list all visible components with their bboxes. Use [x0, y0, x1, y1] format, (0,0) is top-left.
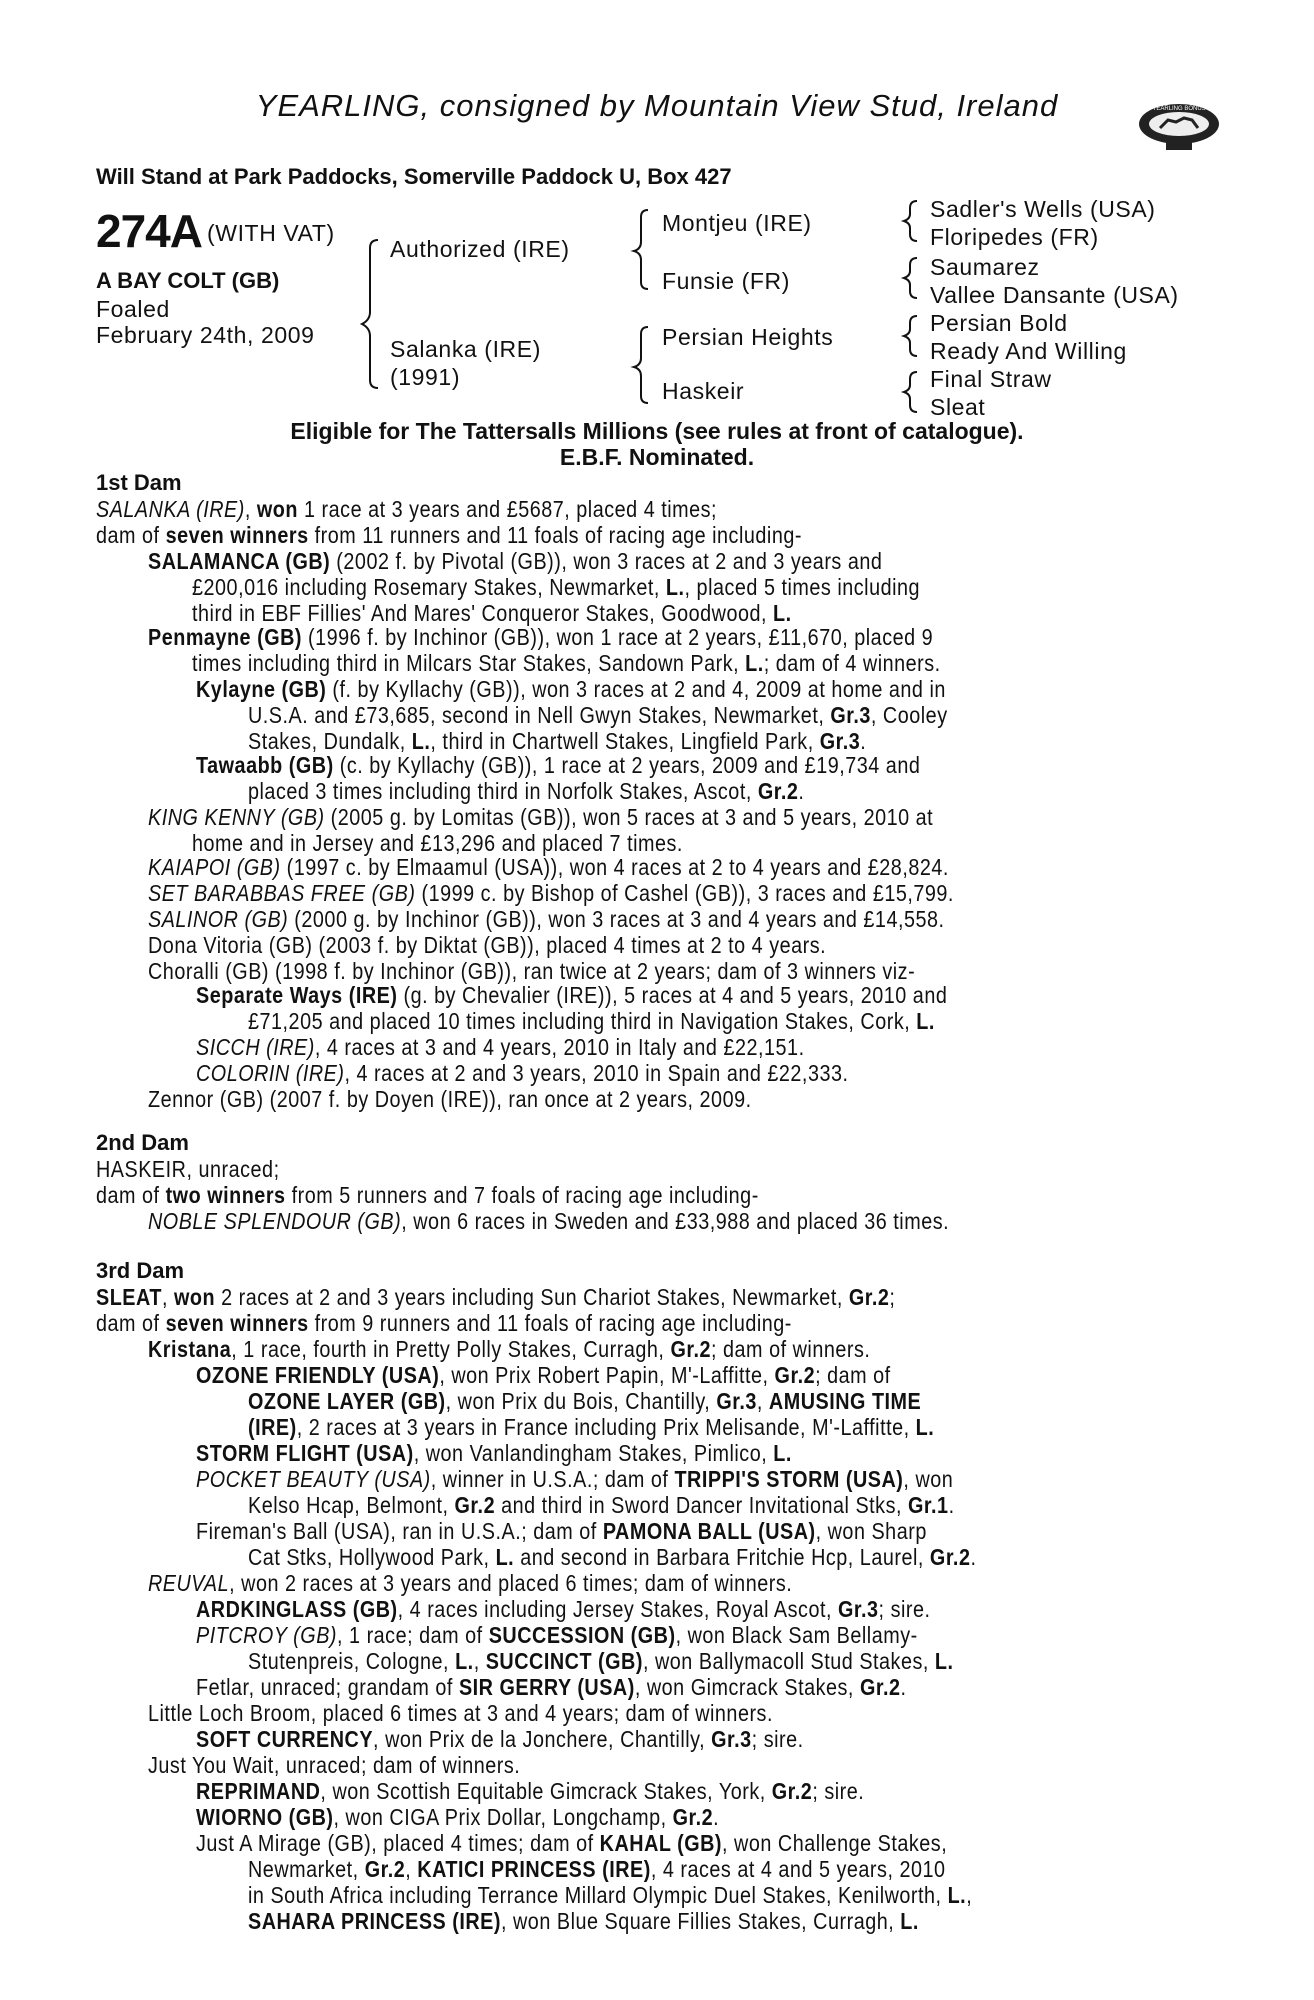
bold-text: L.	[915, 1414, 935, 1440]
bold-text: Gr.2	[672, 1804, 714, 1830]
bold-text: Gr.1	[908, 1492, 949, 1518]
pedigree-gen3-item: Sadler's Wells (USA)	[930, 196, 1156, 222]
text: (1996 f. by Inchinor (GB)), won 1 race at 2 years, £11,670, placed 9	[302, 624, 934, 650]
text: , won Scottish Equitable Gimcrack Stakes, York,	[320, 1778, 772, 1804]
record-line	[148, 1570, 792, 1596]
record-line	[196, 1674, 907, 1700]
bold-text: Penmayne (GB)	[148, 624, 303, 650]
text: Just You Wait, unraced; dam of winners.	[148, 1752, 521, 1778]
record-line	[248, 1856, 946, 1882]
text: home and in Jersey and £13,296 and placed 7 times.	[192, 830, 683, 856]
bold-text: Gr.2	[454, 1492, 496, 1518]
record-line	[248, 1414, 934, 1440]
text: Cat Stks, Hollywood Park,	[248, 1544, 496, 1570]
bold-text: SIR GERRY (USA)	[458, 1674, 635, 1700]
text: U.S.A. and £73,685, second in Nell Gwyn Stakes, Newmarket,	[248, 702, 831, 728]
bold-text: Gr.2	[364, 1856, 406, 1882]
pedigree-gen2-item: Haskeir	[662, 378, 745, 404]
bold-text: Gr.2	[929, 1544, 971, 1570]
text: from 9 runners and 11 foals of racing age including-	[308, 1310, 792, 1336]
text: ; dam of winners.	[711, 1336, 871, 1362]
text: ,	[161, 1284, 174, 1310]
bracket-sire	[634, 210, 648, 289]
record-line	[248, 1492, 955, 1518]
bold-text: L.	[745, 650, 764, 676]
text: placed 3 times including third in Norfolk Stakes, Ascot,	[248, 778, 758, 804]
record-line	[248, 702, 948, 728]
bold-text: Kylayne (GB)	[196, 676, 327, 702]
pedigree-gen3-item: Ready And Willing	[930, 338, 1127, 364]
text: ; sire.	[878, 1596, 931, 1622]
text: Fetlar, unraced; grandam of	[196, 1674, 459, 1700]
text: and second in Barbara Fritchie Hcp, Laurel,	[514, 1544, 930, 1570]
record-line	[196, 1518, 927, 1544]
text: Newmarket,	[248, 1856, 365, 1882]
record-line	[248, 1388, 921, 1414]
record-line	[196, 1060, 849, 1086]
bracket-dam	[634, 327, 648, 403]
text: times including third in Milcars Star Stakes, Sandown Park,	[192, 650, 746, 676]
logo-text: YEARLING BONUS	[1152, 106, 1206, 112]
italic-text: NOBLE SPLENDOUR (GB)	[148, 1208, 402, 1234]
text: , third in Chartwell Stakes, Lingfield Park,	[430, 728, 820, 754]
text: , won 2 races at 3 years and placed 6 times; dam of winners.	[229, 1570, 793, 1596]
text: Stakes, Dundalk,	[248, 728, 412, 754]
text: .	[713, 1804, 720, 1830]
pedigree-gen3-item: Vallee Dansante (USA)	[930, 282, 1179, 308]
bold-text: Gr.3	[711, 1726, 752, 1752]
record-line	[148, 624, 933, 650]
text: (f. by Kyllachy (GB)), won 3 races at 2 and 4, 2009 at home and in	[326, 676, 946, 702]
bold-text: REPRIMAND	[196, 1778, 321, 1804]
italic-text: POCKET BEAUTY (USA)	[196, 1466, 431, 1492]
record-line	[148, 906, 945, 932]
text: , won	[903, 1466, 954, 1492]
record-line	[96, 522, 802, 548]
record-line	[148, 854, 949, 880]
bold-text: ARDKINGLASS (GB)	[196, 1596, 398, 1622]
location-line: Will Stand at Park Paddocks, Somerville Paddock U, Box 427	[96, 164, 732, 189]
bold-text: Separate Ways (IRE)	[196, 982, 398, 1008]
text: (2002 f. by Pivotal (GB)), won 3 races at 2 and 3 years and	[330, 548, 883, 574]
text: from 5 runners and 7 foals of racing age including-	[285, 1182, 759, 1208]
bold-text: L.	[665, 574, 685, 600]
record-line	[148, 958, 915, 984]
text: , won Ballymacoll Stud Stakes,	[642, 1648, 935, 1674]
foaled-date: February 24th, 2009	[96, 322, 315, 348]
text: , 1 race, fourth in Pretty Polly Stakes, Curragh,	[231, 1336, 671, 1362]
ebf-note: E.B.F. Nominated.	[559, 444, 755, 470]
record-line	[96, 496, 717, 522]
bold-text: WIORNO (GB)	[196, 1804, 334, 1830]
bold-text: Gr.3	[830, 702, 871, 728]
pedigree-gen2-item: Funsie (FR)	[662, 268, 791, 294]
text: (2005 g. by Lomitas (GB)), won 5 races at 3 and 5 years, 2010 at	[324, 804, 934, 830]
text: Choralli (GB) (1998 f. by Inchinor (GB)), ran twice at 2 years; dam of 3 winners viz-	[148, 958, 916, 984]
bold-text: L.	[773, 1440, 792, 1466]
text: , won Gimcrack Stakes,	[634, 1674, 860, 1700]
pedigree-dam: Salanka (IRE)	[390, 336, 541, 362]
bold-text: Gr.2	[859, 1674, 901, 1700]
bold-text: AMUSING TIME	[768, 1388, 922, 1414]
bold-text: seven winners	[165, 1310, 309, 1336]
record-line	[196, 1596, 931, 1622]
text: , won Prix du Bois, Chantilly,	[445, 1388, 717, 1414]
text: in South Africa including Terrance Millard Olympic Duel Stakes, Kenilworth,	[248, 1882, 948, 1908]
bold-text: TRIPPI'S STORM (USA)	[674, 1466, 904, 1492]
bold-text: KAHAL (GB)	[599, 1830, 723, 1856]
record-line	[192, 574, 920, 600]
text: ; dam of 4 winners.	[763, 650, 941, 676]
text: Zennor (GB) (2007 f. by Doyen (IRE)), ran once at 2 years, 2009.	[148, 1086, 752, 1112]
record-line	[148, 1086, 752, 1112]
text: Little Loch Broom, placed 6 times at 3 and 4 years; dam of winners.	[148, 1700, 773, 1726]
text: .	[860, 728, 867, 754]
record-line	[192, 600, 792, 626]
bold-text: won	[256, 496, 299, 522]
section-heading-2nd-dam: 2nd Dam	[96, 1130, 189, 1155]
bold-text: Gr.2	[771, 1778, 813, 1804]
bold-text: Gr.2	[774, 1362, 816, 1388]
italic-text: SICCH (IRE)	[196, 1034, 315, 1060]
text: dam of	[96, 1182, 166, 1208]
bold-text: Gr.3	[716, 1388, 757, 1414]
record-line	[248, 728, 866, 754]
text: and third in Sword Dancer Invitational Stks,	[495, 1492, 909, 1518]
text: (g. by Chevalier (IRE)), 5 races at 4 and 5 years, 2010 and	[397, 982, 948, 1008]
record-line	[196, 982, 947, 1008]
record-line	[96, 1182, 759, 1208]
bold-text: SOFT CURRENCY	[196, 1726, 374, 1752]
text: Stutenpreis, Cologne,	[248, 1648, 456, 1674]
pedigree-gen3-item: Final Straw	[930, 366, 1052, 392]
italic-text: KING KENNY (GB)	[148, 804, 325, 830]
pedigree-gen2-item: Montjeu (IRE)	[662, 210, 812, 236]
text: ; dam of	[815, 1362, 891, 1388]
text: .	[948, 1492, 955, 1518]
bold-text: L.	[934, 1648, 954, 1674]
record-line	[148, 880, 954, 906]
bold-text: L.	[947, 1882, 967, 1908]
text: , won Challenge Stakes,	[722, 1830, 948, 1856]
text: £71,205 and placed 10 times including third in Navigation Stakes, Cork,	[248, 1008, 917, 1034]
text: ,	[473, 1648, 486, 1674]
bold-text: (IRE)	[248, 1414, 297, 1440]
text: , won Prix Robert Papin, M'-Laffitte,	[439, 1362, 775, 1388]
text: , won Prix de la Jonchere, Chantilly,	[373, 1726, 712, 1752]
record-line	[196, 1778, 864, 1804]
pedigree-dam-year: (1991)	[390, 364, 461, 390]
bold-text: L.	[916, 1008, 935, 1034]
bold-text: L.	[495, 1544, 515, 1570]
record-line	[96, 1310, 792, 1336]
pedigree-gen3-item: Saumarez	[930, 254, 1040, 280]
record-line	[248, 1008, 935, 1034]
bold-text: STORM FLIGHT (USA)	[196, 1440, 414, 1466]
bold-text: Gr.2	[670, 1336, 712, 1362]
bold-text: SUCCESSION (GB)	[488, 1622, 676, 1648]
pedigree-gen3-item: Floripedes (FR)	[930, 224, 1099, 250]
page-title: YEARLING, consigned by Mountain View Stud, Ireland	[255, 88, 1059, 123]
text: ,	[756, 1388, 769, 1414]
bold-text: Tawaabb (GB)	[196, 752, 334, 778]
text: from 11 runners and 11 foals of racing age including-	[308, 522, 802, 548]
record-line	[96, 1156, 280, 1182]
text: , won Vanlandingham Stakes, Pimlico,	[413, 1440, 774, 1466]
text: , 4 races at 4 and 5 years, 2010	[650, 1856, 946, 1882]
bold-text: Gr.2	[848, 1284, 890, 1310]
bold-text: seven winners	[165, 522, 309, 548]
pedigree-gen3-item: Persian Bold	[930, 310, 1068, 336]
record-line	[148, 1336, 870, 1362]
text: ,	[966, 1882, 973, 1908]
text: , 4 races at 2 and 3 years, 2010 in Spain and £22,333.	[344, 1060, 849, 1086]
text: , won Black Sam Bellamy-	[675, 1622, 918, 1648]
record-line	[196, 1622, 918, 1648]
text: (1999 c. by Bishop of Cashel (GB)), 3 races and £15,799.	[415, 880, 954, 906]
text: , 2 races at 3 years in France including Prix Melisande, M'-Laffitte,	[296, 1414, 916, 1440]
vat-label: (WITH VAT)	[207, 220, 335, 246]
bold-text: PAMONA BALL (USA)	[602, 1518, 816, 1544]
record-line	[248, 778, 804, 804]
bold-text: L.	[773, 600, 792, 626]
record-line	[196, 1466, 953, 1492]
pedigree-gen2-item: Persian Heights	[662, 324, 834, 350]
text: 1 race at 3 years and £5687, placed 4 times;	[298, 496, 718, 522]
text: , won CIGA Prix Dollar, Longchamp,	[333, 1804, 673, 1830]
text: .	[900, 1674, 907, 1700]
italic-text: SALINOR (GB)	[148, 906, 289, 932]
section-heading-3rd-dam: 3rd Dam	[96, 1258, 185, 1283]
italic-text: KAIAPOI (GB)	[148, 854, 281, 880]
text: Kelso Hcap, Belmont,	[248, 1492, 455, 1518]
text: , 1 race; dam of	[337, 1622, 489, 1648]
text: , 4 races at 3 and 4 years, 2010 in Italy and £22,151.	[314, 1034, 805, 1060]
text: ; sire.	[751, 1726, 804, 1752]
lot-name: A BAY COLT (GB)	[96, 268, 280, 293]
lot-number: 274A	[96, 205, 202, 257]
section-heading-1st-dam: 1st Dam	[96, 470, 182, 495]
pedigree-sire: Authorized (IRE)	[390, 236, 570, 262]
text: (c. by Kyllachy (GB)), 1 race at 2 years, 2009 and £19,734 and	[333, 752, 921, 778]
record-line	[148, 932, 826, 958]
record-line	[148, 1208, 949, 1234]
text: , 4 races including Jersey Stakes, Royal Ascot,	[397, 1596, 839, 1622]
text: .	[798, 778, 805, 804]
record-line	[148, 548, 882, 574]
record-line	[196, 676, 946, 702]
text: , won Sharp	[815, 1518, 927, 1544]
record-line	[248, 1908, 919, 1934]
bold-text: Kristana	[148, 1336, 232, 1362]
bold-text: OZONE FRIENDLY (USA)	[196, 1362, 440, 1388]
record-line	[148, 804, 933, 830]
bold-text: SAHARA PRINCESS (IRE)	[248, 1908, 501, 1934]
text: Fireman's Ball (USA), ran in U.S.A.; dam of	[196, 1518, 603, 1544]
bracket-sire-dam	[362, 240, 378, 388]
record-line	[248, 1648, 954, 1674]
record-line	[248, 1882, 972, 1908]
record-line	[196, 1726, 804, 1752]
text: ,	[244, 496, 257, 522]
text: ; sire.	[812, 1778, 865, 1804]
record-line	[196, 1804, 719, 1830]
text: .	[970, 1544, 977, 1570]
italic-text: SALANKA (IRE)	[96, 496, 245, 522]
text: Just A Mirage (GB), placed 4 times; dam of	[196, 1830, 600, 1856]
record-line	[196, 1034, 805, 1060]
text: (1997 c. by Elmaamul (USA)), won 4 races at 2 to 4 years and £28,824.	[280, 854, 949, 880]
text: HASKEIR, unraced;	[96, 1156, 280, 1182]
bold-text: two winners	[165, 1182, 286, 1208]
text: £200,016 including Rosemary Stakes, Newmarket,	[192, 574, 666, 600]
text: ;	[889, 1284, 896, 1310]
bold-text: L.	[455, 1648, 474, 1674]
bold-text: Gr.3	[819, 728, 861, 754]
text: , won 6 races in Sweden and £33,988 and placed 36 times.	[401, 1208, 950, 1234]
bold-text: Gr.2	[757, 778, 799, 804]
text: , Cooley	[870, 702, 948, 728]
pedigree-gen3-item: Sleat	[930, 394, 986, 420]
record-line	[196, 1362, 891, 1388]
italic-text: REUVAL	[148, 1570, 230, 1596]
record-line	[248, 1544, 976, 1570]
text: ,	[405, 1856, 418, 1882]
bold-text: L.	[900, 1908, 919, 1934]
bold-text: KATICI PRINCESS (IRE)	[417, 1856, 651, 1882]
text: , placed 5 times including	[684, 574, 921, 600]
bold-text: SLEAT	[96, 1284, 162, 1310]
record-line	[196, 752, 920, 778]
record-line	[96, 1284, 895, 1310]
text: 2 races at 2 and 3 years including Sun Chariot Stakes, Newmarket,	[215, 1284, 849, 1310]
bold-text: SUCCINCT (GB)	[485, 1648, 643, 1674]
bold-text: OZONE LAYER (GB)	[248, 1388, 446, 1414]
record-line	[196, 1440, 792, 1466]
record-line	[192, 650, 941, 676]
text: (2000 g. by Inchinor (GB)), won 3 races at 3 and 4 years and £14,558.	[288, 906, 945, 932]
italic-text: COLORIN (IRE)	[196, 1060, 345, 1086]
text: dam of	[96, 1310, 166, 1336]
text: , winner in U.S.A.; dam of	[430, 1466, 675, 1492]
bold-text: won	[173, 1284, 216, 1310]
bold-text: L.	[411, 728, 431, 754]
text: , won Blue Square Fillies Stakes, Curragh,	[500, 1908, 901, 1934]
text: Dona Vitoria (GB) (2003 f. by Diktat (GB)), placed 4 times at 2 to 4 years.	[148, 932, 827, 958]
bold-text: Gr.3	[838, 1596, 879, 1622]
eligibility-note: Eligible for The Tattersalls Millions (see rules at front of catalogue).	[290, 418, 1024, 444]
record-line	[148, 1752, 520, 1778]
record-line	[192, 830, 683, 856]
record-line	[148, 1700, 773, 1726]
italic-text: SET BARABBAS FREE (GB)	[148, 880, 416, 906]
text: dam of	[96, 522, 166, 548]
record-line	[196, 1830, 947, 1856]
foaled-label: Foaled	[96, 296, 170, 322]
bold-text: SALAMANCA (GB)	[148, 548, 331, 574]
text: third in EBF Fillies' And Mares' Conqueror Stakes, Goodwood,	[192, 600, 774, 626]
italic-text: PITCROY (GB)	[196, 1622, 338, 1648]
